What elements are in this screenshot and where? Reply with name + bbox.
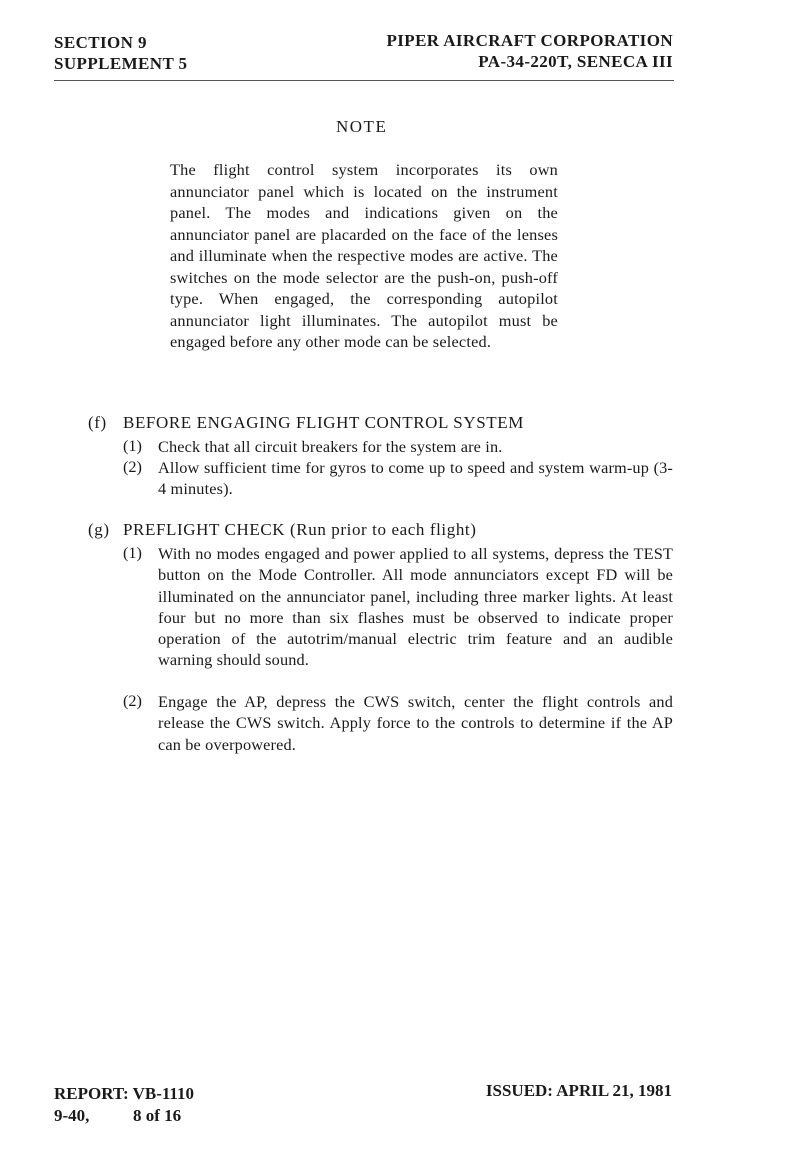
note-title: NOTE xyxy=(336,117,388,136)
aircraft-model: PA-34-220T, SENECA III xyxy=(478,52,673,71)
section-f-item-1-text: Check that all circuit breakers for the system are in. xyxy=(158,437,503,456)
section-f-item-1-num: (1) xyxy=(123,436,142,455)
section-g-item-2-text: Engage the AP, depress the CWS switch, center the flight controls and release the CWS switch. Apply force to the controls to determine if the AP can be overpowered. xyxy=(158,692,673,754)
section-f-item-2-num: (2) xyxy=(123,457,142,476)
section-g-label: (g) xyxy=(88,520,110,539)
section-g-title: PREFLIGHT CHECK (Run prior to each flight) xyxy=(123,520,477,539)
note-body: The flight control system incorporates its own annunciator panel which is located on the instrument panel. The modes and indications given on the annunciator panel are placarded on the face of the lenses and illuminate when the respective modes are active. The switches on the mode selector are the push-on, push-off type. When engaged, the corresponding autopilot annunciator light illuminates. The autopilot must be engaged before any other mode can be selected. xyxy=(170,160,558,351)
header-rule xyxy=(54,80,674,81)
issued-date: ISSUED: APRIL 21, 1981 xyxy=(485,1081,672,1100)
section-g-item-1-text: With no modes engaged and power applied to all systems, depress the TEST button on the Mode Controller. All mode annunciators except FD will be illuminated on the annunciator panel, including three marker lights. At least four but no more than six flashes must be observed to indicate proper operation of the autotrim/manual electric trim feature and an audible warning should sound. xyxy=(158,544,673,670)
report-number: REPORT: VB-1110 xyxy=(54,1084,194,1103)
section-f-label: (f) xyxy=(88,413,107,432)
section-g-item-2-num: (2) xyxy=(123,691,142,710)
page-number: 9-40, xyxy=(54,1106,90,1125)
supplement-label: SUPPLEMENT 5 xyxy=(54,54,188,73)
page-of-total: 8 of 16 xyxy=(133,1106,182,1125)
section-f-title: BEFORE ENGAGING FLIGHT CONTROL SYSTEM xyxy=(123,413,524,432)
company-name: PIPER AIRCRAFT CORPORATION xyxy=(386,31,673,50)
section-label: SECTION 9 xyxy=(54,33,147,52)
section-f-item-2-text: Allow sufficient time for gyros to come up to speed and system warm-up (3-4 minutes). xyxy=(158,458,673,499)
section-g-item-1-num: (1) xyxy=(123,543,142,562)
